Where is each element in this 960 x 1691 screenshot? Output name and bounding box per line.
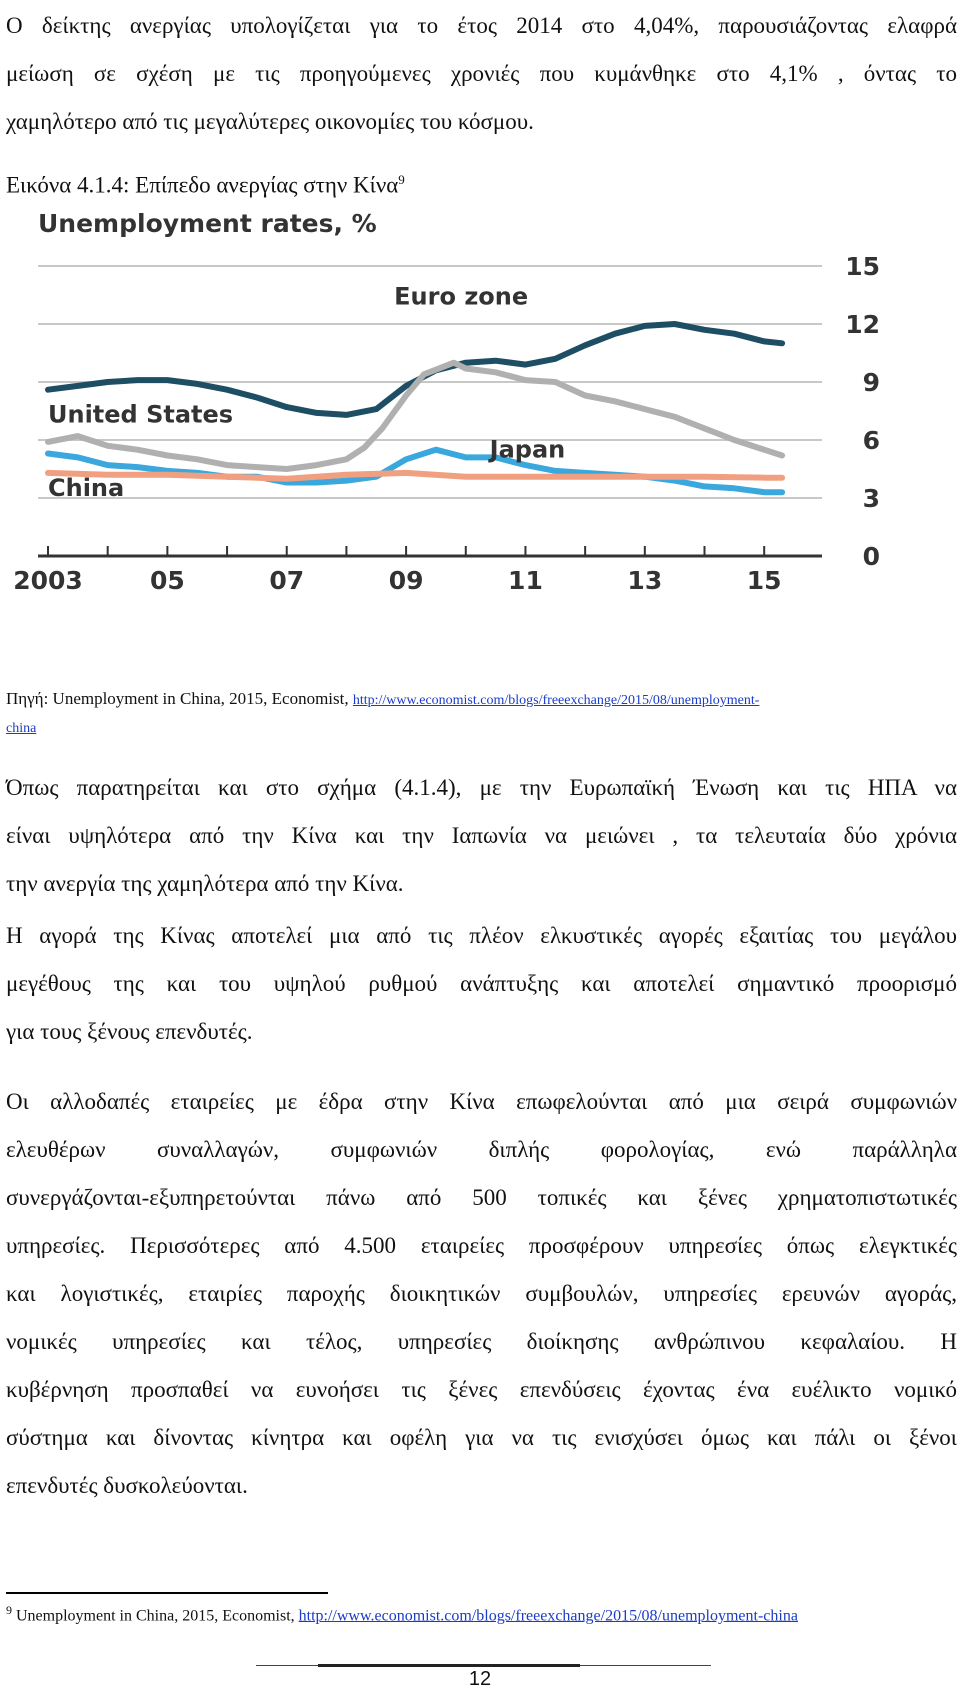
footnote-link[interactable]: http://www.economist.com/blogs/freeexchange/2015/08/unemployment-china — [298, 1607, 798, 1625]
figure-caption-text: Εικόνα 4.1.4: Επίπεδο ανεργίας στην Κίνα — [6, 172, 399, 198]
text-line: μεγέθους της και του υψηλού ρυθμού ανάπτυξης και αποτελεί σημαντικό προορισμό — [6, 971, 957, 996]
x-tick-label: 2003 — [13, 566, 83, 595]
x-tick-label: 15 — [746, 566, 782, 595]
x-tick-label: 13 — [627, 566, 663, 595]
y-tick-label: 3 — [862, 484, 880, 513]
footnote — [6, 1603, 798, 1625]
text-line: για τους ξένους επενδυτές. — [6, 1019, 253, 1044]
y-tick-label: 12 — [845, 310, 880, 339]
y-tick-label: 15 — [845, 252, 880, 281]
footnote-reference: 9 — [398, 172, 405, 187]
unemployment-chart — [13, 209, 880, 603]
text-line: και λογιστικές, εταιρίες παροχής διοικητικών συμβουλών, υπηρεσίες ερευνών αγοράς, — [6, 1281, 957, 1306]
y-tick-label: 6 — [862, 426, 880, 455]
footnote-divider — [6, 1592, 328, 1594]
text-line: μείωση σε σχέση με τις προηγούμενες χρονιές που κυμάνθηκε στο 4,1% , όντας το — [6, 61, 957, 86]
series-label: China — [48, 474, 125, 503]
footnote-number: 9 — [6, 1603, 12, 1617]
x-tick-label: 11 — [508, 566, 543, 595]
paragraph-foreign-companies — [6, 1078, 957, 1510]
figure-source — [6, 686, 956, 742]
text-line: επενδυτές δυσκολεύονται. — [6, 1473, 248, 1498]
text-line: είναι υψηλότερα από την Κίνα και την Ιαπωνία να μειώνει , τα τελευταία δύο χρόνια — [6, 823, 957, 848]
page-footer-divider-accent — [318, 1664, 580, 1667]
intro-paragraph — [6, 2, 957, 146]
text-line: υπηρεσίες. Περισσότερες από 4.500 εταιρείες προσφέρουν υπηρεσίες όπως ελεγκτικές — [6, 1233, 957, 1258]
text-line: συνεργάζονται-εξυπηρετούνται πάνω από 500 τοπικές και ξένες χρηματοπιστωτικές — [6, 1185, 957, 1210]
text-line: ελευθέρων συναλλαγών, συμφωνιών διπλής φορολογίας, ενώ παράλληλα — [6, 1137, 957, 1162]
text-line: νομικές υπηρεσίες και τέλος, υπηρεσίες διοίκησης ανθρώπινου κεφαλαίου. Η — [6, 1329, 957, 1354]
footnote-text: Unemployment in China, 2015, Economist, — [16, 1607, 295, 1625]
page-number: 12 — [468, 1668, 492, 1690]
chart-title: Unemployment rates, % — [38, 209, 377, 238]
series-label: United States — [48, 400, 234, 429]
x-tick-label: 05 — [149, 566, 185, 595]
text-line: Όπως παρατηρείται και στο σχήμα (4.1.4), με την Ευρωπαϊκή Ένωση και τις ΗΠΑ να — [6, 775, 957, 800]
y-tick-label: 0 — [862, 542, 880, 571]
paragraph-comparison — [6, 764, 957, 908]
series-label: Euro zone — [394, 282, 529, 311]
text-line: την ανεργία της χαμηλότερα από την Κίνα. — [6, 871, 404, 896]
text-line: χαμηλότερο από τις μεγαλύτερες οικονομίες του κόσμου. — [6, 109, 534, 134]
text-line: κυβέρνηση προσπαθεί να ευνοήσει τις ξένες επενδύσεις έχοντας ένα ευέλικτο νομικό — [6, 1377, 957, 1402]
paragraph-market — [6, 912, 957, 1056]
text-line: Ο δείκτης ανεργίας υπολογίζεται για το έτος 2014 στο 4,04%, παρουσιάζοντας ελαφρά — [6, 13, 957, 38]
series-label: Japan — [489, 435, 566, 464]
text-line: σύστημα και δίνοντας κίνητρα και οφέλη για να τις ενισχύσει όμως και πάλι οι ξένοι — [6, 1425, 957, 1450]
x-tick-label: 07 — [269, 566, 305, 595]
figure-caption — [6, 172, 405, 199]
series-line — [48, 473, 782, 479]
source-text: Πηγή: Unemployment in China, 2015, Economist, — [6, 689, 349, 708]
text-line: Η αγορά της Κίνας αποτελεί μια από τις πλέον ελκυστικές αγορές εξαιτίας του μεγάλου — [6, 923, 957, 948]
x-tick-label: 09 — [388, 566, 424, 595]
text-line: Οι αλλοδαπές εταιρείες με έδρα στην Κίνα επωφελούνται από μια σειρά συμφωνιών — [6, 1089, 957, 1114]
source-link[interactable]: http://www.economist.com/blogs/freeexchange/2015/08/unemployment- china — [6, 693, 760, 736]
y-tick-label: 9 — [862, 368, 880, 397]
